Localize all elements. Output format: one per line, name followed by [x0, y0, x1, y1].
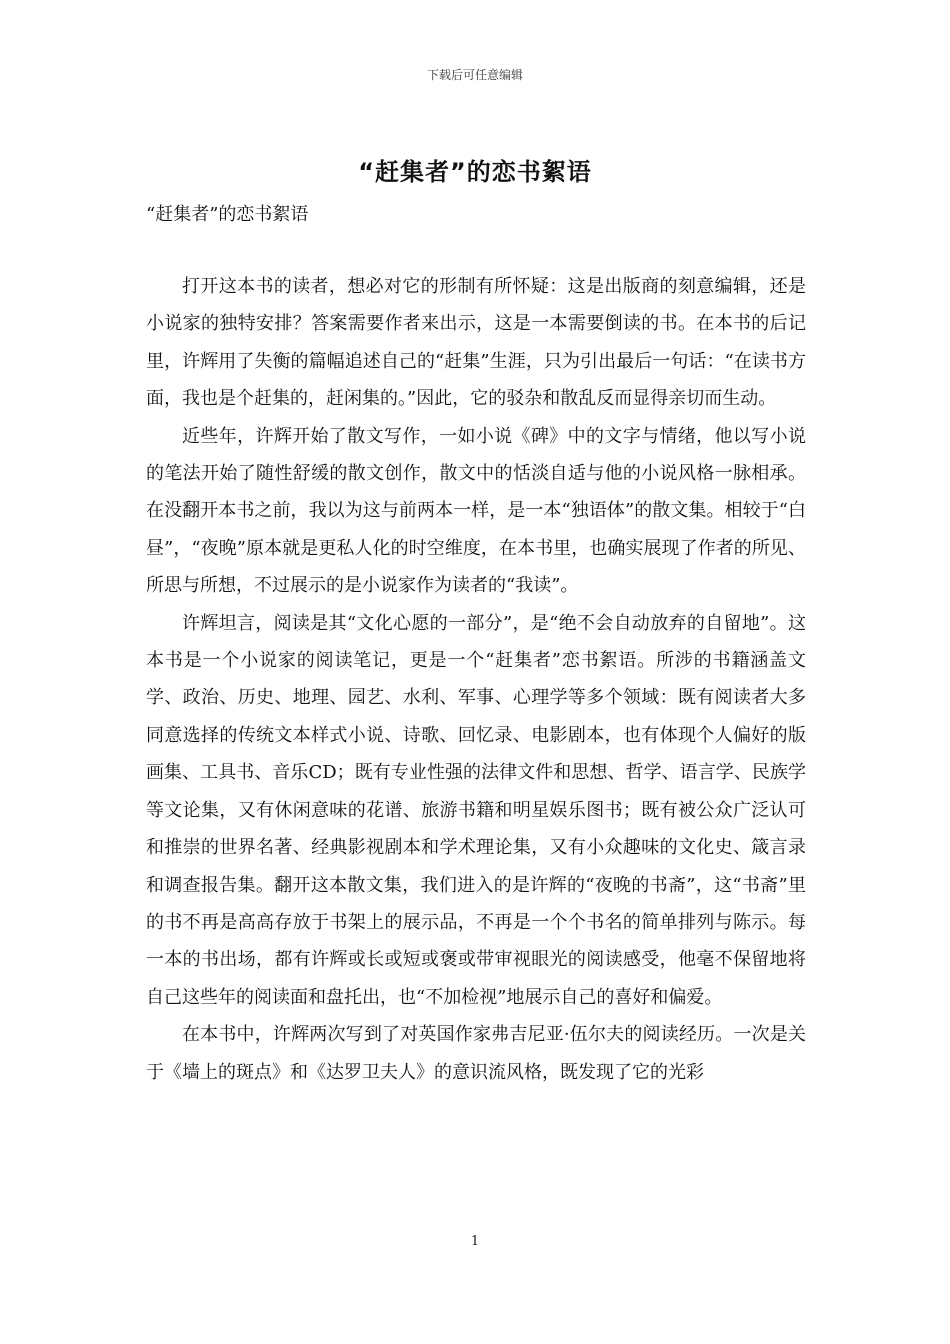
document-subtitle: “赶集者”的恋书絮语: [146, 204, 309, 225]
paragraph: 近些年，许辉开始了散文写作，一如小说《碑》中的文字与情绪，他以写小说的笔法开始了随性舒缓的散文创作，散文中的恬淡自适与他的小说风格一脉相承。在没翻开本书之前，我以为这与前两本一样，是一本“独语体”的散文集。相较于“白昼”，“夜晚”原本就是更私人化的时空维度，在本书里，也确实展现了作者的所见、所思与所想，不过展示的是小说家作为读者的“我读”。: [146, 425, 806, 597]
paragraph: 许辉坦言，阅读是其“文化心愿的一部分”，是“绝不会自动放弃的自留地”。这本书是一个小说家的阅读笔记，更是一个“赶集者”恋书絮语。所涉的书籍涵盖文学、政治、历史、地理、园艺、水利、军事、心理学等多个领域：既有阅读者大多同意选择的传统文本样式小说、诗歌、回忆录、电影剧本，也有体现个人偏好的版画集、工具书、音乐CD；既有专业性强的法律文件和思想、哲学、语言学、民族学等文论集，又有休闲意味的花谱、旅游书籍和明星娱乐图书；既有被公众广泛认可和推崇的世界名著、经典影视剧本和学术理论集，又有小众趣味的文化史、箴言录和调查报告集。翻开这本散文集，我们进入的是许辉的“夜晚的书斋”，这“书斋”里的书不再是高高存放于书架上的展示品，不再是一个个书名的简单排列与陈示。每一本的书出场，都有许辉或长或短或褒或带审视眼光的阅读感受，他毫不保留地将自己这些年的阅读面和盘托出，也“不加检视”地展示自己的喜好和偏爱。: [146, 612, 806, 1008]
paragraph: 打开这本书的读者，想必对它的形制有所怀疑：这是出版商的刻意编辑，还是小说家的独特安排？答案需要作者来出示，这是一本需要倒读的书。在本书的后记里，许辉用了失衡的篇幅追述自己的“赶集”生涯，只为引出最后一句话：“在读书方面，我也是个赶集的，赶闲集的。”因此，它的驳杂和散乱反而显得亲切而生动。: [146, 276, 806, 410]
page-header-note: 下载后可任意编辑: [426, 68, 523, 82]
document-title: “赶集者”的恋书絮语: [358, 158, 592, 186]
paragraph: 在本书中，许辉两次写到了对英国作家弗吉尼亚·伍尔夫的阅读经历。一次是关于《墙上的斑点》和《达罗卫夫人》的意识流风格，既发现了它的光彩: [146, 1024, 806, 1083]
page-number: 1: [470, 1234, 480, 1249]
document-body: [146, 268, 806, 1091]
